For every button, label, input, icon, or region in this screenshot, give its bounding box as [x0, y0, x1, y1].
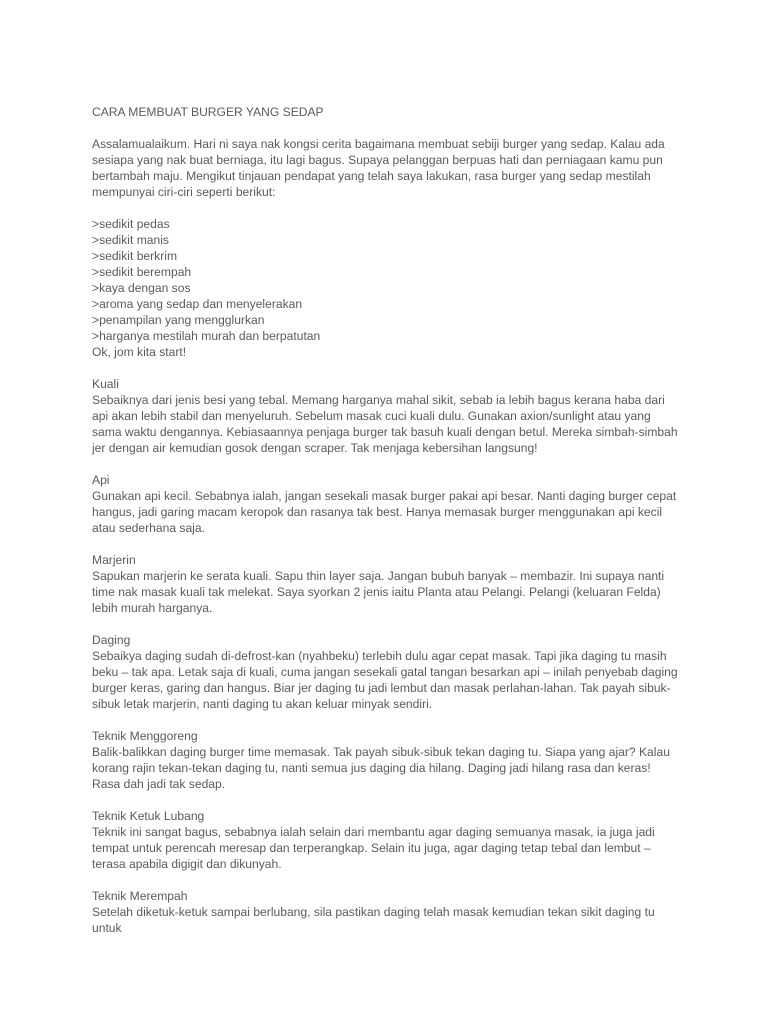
section-teknik-merempah	[92, 888, 678, 936]
section-api	[92, 472, 678, 536]
section-daging	[92, 632, 678, 712]
section-marjerin	[92, 552, 678, 616]
list-item: >penampilan yang mengglurkan	[92, 313, 265, 327]
section-kuali	[92, 376, 678, 456]
section-body: Setelah diketuk-ketuk sampai berlubang, sila pastikan daging telah masak kemudian tekan sikit daging tu untuk	[92, 905, 655, 935]
section-body: Gunakan api kecil. Sebabnya ialah, jangan sesekali masak burger pakai api besar. Nanti daging burger cepat hangus, jadi garing macam keropok dan rasanya tak best. Hanya memasak burger menggunakan api kecil atau sederhana saja.	[92, 489, 677, 535]
list-item: >sedikit manis	[92, 233, 169, 247]
section-teknik-ketuk-lubang	[92, 808, 678, 872]
closing-line: Ok, jom kita start!	[92, 345, 187, 359]
list-item: >kaya dengan sos	[92, 281, 191, 295]
section-teknik-menggoreng	[92, 728, 678, 792]
section-heading: Kuali	[92, 377, 119, 391]
section-heading: Teknik Menggoreng	[92, 729, 198, 743]
intro-paragraph: Assalamualaikum. Hari ni saya nak kongsi cerita bagaimana membuat sebiji burger yang sedap. Kalau ada sesiapa yang nak buat berniaga, itu lagi bagus. Supaya pelanggan berpuas hati dan perniagaan kamu pun bertambah maju. Mengikut tinjauan pendapat yang telah saya lakukan, rasa burger yang sedap mestilah mempunyai ciri-ciri seperti berikut:	[92, 137, 665, 199]
section-body: Sebaiknya dari jenis besi yang tebal. Memang harganya mahal sikit, sebab ia lebih bagus kerana haba dari api akan lebih stabil dan menyeluruh. Sebelum masak cuci kuali dulu. Gunakan axion/sunlight atau yang sama waktu dengannya. Kebiasaannya penjaga burger tak basuh kuali dengan betul. Mereka simbah-simbah jer dengan air kemudian gosok dengan scraper. Tak menjaga kebersihan langsung!	[92, 393, 678, 455]
section-body: Teknik ini sangat bagus, sebabnya ialah selain dari membantu agar daging semuanya masak, ia juga jadi tempat untuk perencah meresap dan terperangkap. Selain itu juga, agar daging tetap tebal dan lembut – terasa apabila digigit dan dikunyah.	[92, 825, 655, 871]
list-item: >sedikit berempah	[92, 265, 192, 279]
document-title: CARA MEMBUAT BURGER YANG SEDAP	[92, 105, 324, 119]
section-heading: Marjerin	[92, 553, 136, 567]
section-heading: Api	[92, 473, 110, 487]
list-item: >sedikit berkrim	[92, 249, 178, 263]
list-item: >harganya mestilah murah dan berpatutan	[92, 329, 321, 343]
list-item: >sedikit pedas	[92, 217, 170, 231]
section-heading: Daging	[92, 633, 131, 647]
section-heading: Teknik Ketuk Lubang	[92, 809, 205, 823]
section-body: Balik-balikkan daging burger time memasak. Tak payah sibuk-sibuk tekan daging tu. Siapa yang ajar? Kalau korang rajin tekan-tekan daging tu, nanti semua jus daging dia hilang. Daging jadi hilang rasa dan keras! Rasa dah jadi tak sedap.	[92, 745, 670, 791]
list-item: >aroma yang sedap dan menyelerakan	[92, 297, 303, 311]
section-heading: Teknik Merempah	[92, 889, 188, 903]
section-body: Sapukan marjerin ke serata kuali. Sapu thin layer saja. Jangan bubuh banyak – membazir. Ini supaya nanti time nak masak kuali tak melekat. Saya syorkan 2 jenis iaitu Planta atau Pelangi. Pelangi (keluaran Felda) lebih murah harganya.	[92, 569, 665, 615]
section-body: Sebaikya daging sudah di-defrost-kan (nyahbeku) terlebih dulu agar cepat masak. Tapi jika daging tu masih beku – tak apa. Letak saja di kuali, cuma jangan sesekali gatal tangan besarkan api – inilah penyebab daging burger keras, garing dan hangus. Biar jer daging tu jadi lembut dan masak perlahan-lahan. Tak payah sibuk-sibuk letak marjerin, nanti daging tu akan keluar minyak sendiri.	[92, 649, 678, 711]
traits-list	[92, 216, 678, 344]
